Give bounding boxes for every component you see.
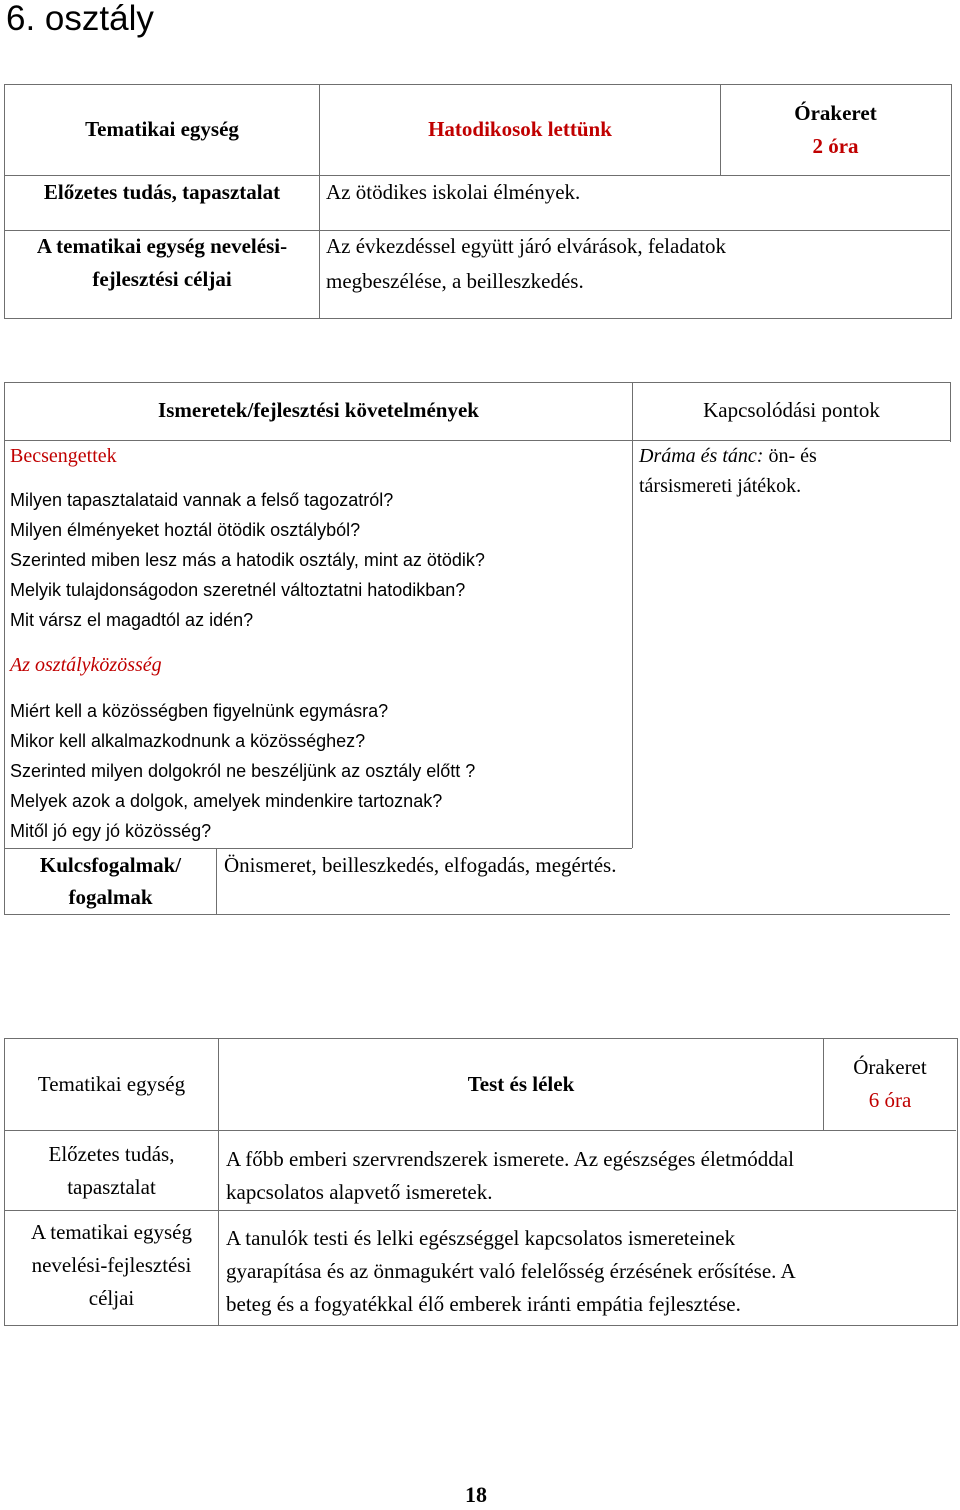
unit2-goals-line3: beteg és a fogyatékkal élő emberek iránti empátia fejlesztése. <box>226 1292 741 1316</box>
unit1-goals-line1: Az évkezdéssel együtt járó elvárások, feladatok <box>326 234 726 258</box>
key-concepts-divider <box>216 848 217 915</box>
connection-points <box>639 441 817 501</box>
connection-text-1: ön- és <box>763 445 817 467</box>
unit1-hours-label: Órakeret <box>794 101 877 125</box>
unit2-prior-label <box>5 1138 218 1204</box>
unit2-topic-title: Test és lélek <box>467 1072 575 1096</box>
section-title-becsengettek: Becsengettek <box>10 445 117 467</box>
question-item: Mitől jó egy jó közösség? <box>10 821 212 841</box>
unit2-goals-line2: gyarapítása és az önmagukért való felelősség érzésének erősítése. A <box>226 1259 796 1283</box>
unit2-prior-line1: A főbb emberi szervrendszerek ismerete. Az egészséges életmóddal <box>226 1147 794 1171</box>
requirements-frame-top <box>4 382 950 383</box>
key-concepts-label-line1: Kulcsfogalmak/ <box>39 853 182 877</box>
unit1-topic-label: Tematikai egység <box>85 117 239 141</box>
unit1-hours-value: 2 óra <box>812 134 859 158</box>
unit2-goals-line1: A tanulók testi és lelki egészséggel kapcsolatos ismereteinek <box>226 1226 736 1250</box>
unit1-topic-title: Hatodikosok lettünk <box>428 117 612 141</box>
unit2-hline-a <box>4 1130 956 1131</box>
unit2-prior-line2: kapcsolatos alapvető ismeretek. <box>226 1180 493 1204</box>
unit1-goals-label-line1: A tematikai egység nevelési- <box>36 234 288 258</box>
unit2-prior-label-line1: Előzetes tudás, <box>48 1142 175 1166</box>
requirements-header-left: Ismeretek/fejlesztési követelmények <box>158 398 479 422</box>
unit2-goals-text <box>226 1222 796 1321</box>
unit2-goals-label-line2: nevelési-fejlesztési <box>31 1253 192 1277</box>
question-item: Szerinted milyen dolgokról ne beszéljünk az osztály előtt ? <box>10 761 476 781</box>
key-concepts-label-line2: fogalmak <box>68 885 153 909</box>
unit2-prior-text <box>226 1143 794 1209</box>
question-item: Mit vársz el magadtól az idén? <box>10 610 254 630</box>
unit2-hours-label: Órakeret <box>853 1055 927 1079</box>
page-title: 6. osztály <box>6 0 154 38</box>
question-item: Milyen tapasztalataid vannak a felső tagozatról? <box>10 490 394 510</box>
key-concepts-bottom-line <box>4 914 950 915</box>
unit2-goals-label-line1: A tematikai egység <box>31 1220 192 1244</box>
requirements-header-right: Kapcsolódási pontok <box>703 398 880 422</box>
key-concepts-text: Önismeret, beilleszkedés, elfogadás, megértés. <box>224 853 617 877</box>
unit2-goals-label <box>5 1216 218 1315</box>
page-number: 18 <box>465 1482 487 1507</box>
connection-subject: Dráma és tánc: <box>639 445 764 467</box>
question-item: Mikor kell alkalmazkodnunk a közösséghez? <box>10 731 366 751</box>
requirements-col-divider <box>632 382 633 848</box>
section-title-osztalykozosseg: Az osztályközösség <box>10 654 162 676</box>
question-item: Melyik tulajdonságodon szeretnél változtatni hatodikban? <box>10 580 466 600</box>
connection-text-2: társismereti játékok. <box>639 475 802 497</box>
section1-question-list <box>10 485 485 635</box>
unit1-goals-label-line2: fejlesztési céljai <box>92 267 232 291</box>
unit1-prior-text: Az ötödikes iskolai élmények. <box>326 180 581 204</box>
question-item: Szerinted miben lesz más a hatodik osztály, mint az ötödik? <box>10 550 485 570</box>
question-item: Melyek azok a dolgok, amelyek mindenkire tartoznak? <box>10 791 443 811</box>
unit2-hours-value: 6 óra <box>868 1088 912 1112</box>
requirements-frame-left <box>4 382 5 915</box>
unit1-goals-line2: megbeszélése, a beilleszkedés. <box>326 269 584 293</box>
requirements-frame-right <box>950 382 951 442</box>
unit2-hline-b <box>4 1210 956 1211</box>
section2-question-list <box>10 696 475 846</box>
unit1-prior-label: Előzetes tudás, tapasztalat <box>43 180 281 204</box>
unit2-goals-label-line3: céljai <box>88 1286 135 1310</box>
unit2-prior-label-line2: tapasztalat <box>67 1175 156 1199</box>
key-concepts-label <box>5 849 216 913</box>
unit2-topic-label: Tematikai egység <box>37 1072 186 1096</box>
question-item: Milyen élményeket hoztál ötödik osztályból? <box>10 520 361 540</box>
question-item: Miért kell a közösségben figyelnünk egymásra? <box>10 701 389 721</box>
